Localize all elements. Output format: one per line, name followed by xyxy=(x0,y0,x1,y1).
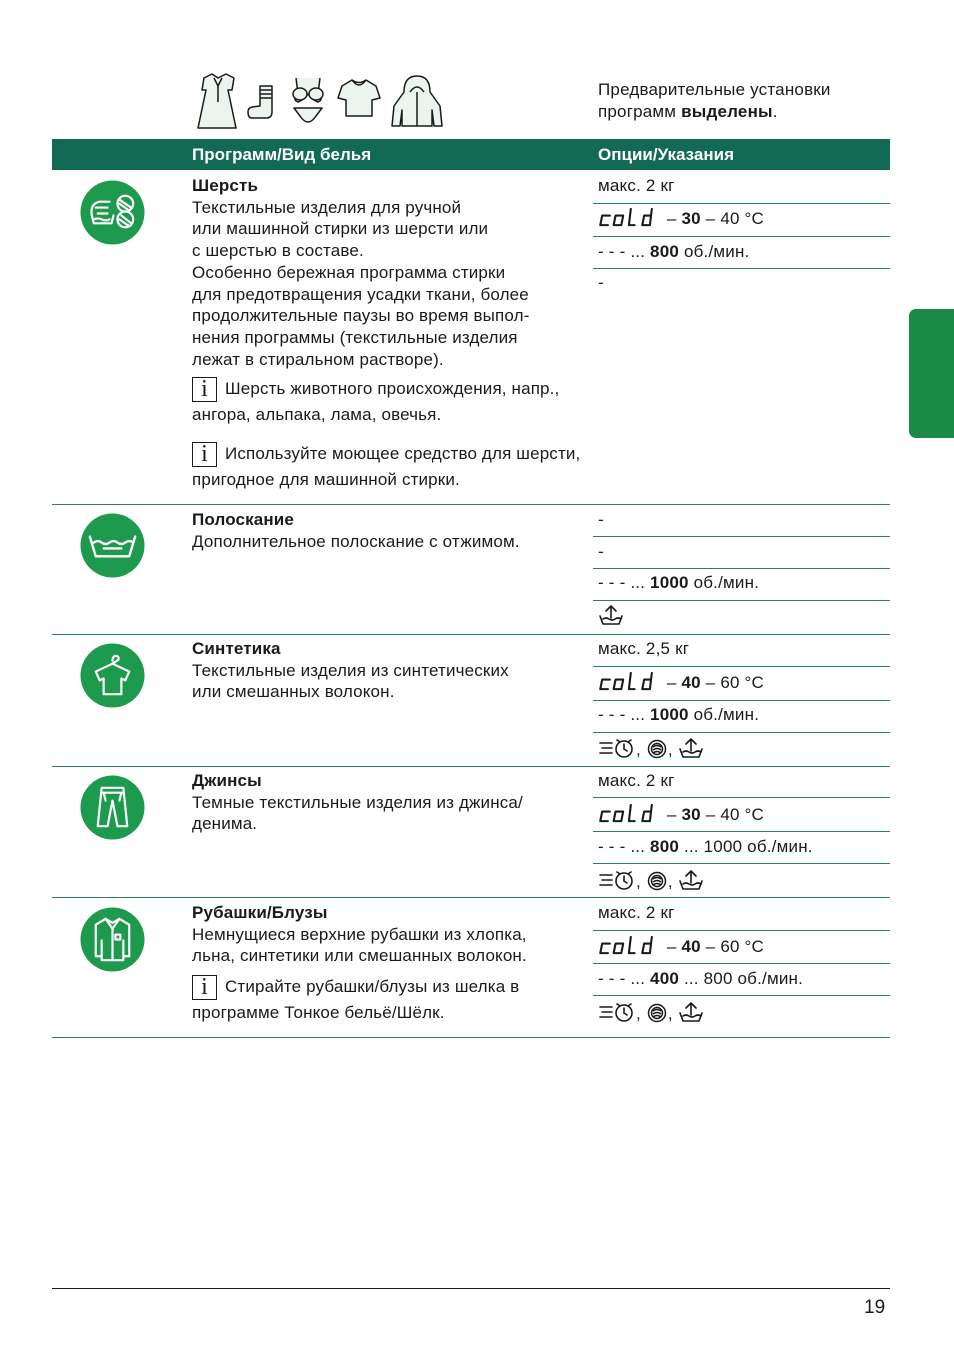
preset-note-line1: Предварительные установки xyxy=(598,80,831,99)
option-load-jeans: макс. 2 кг xyxy=(598,771,675,790)
cold-display-icon xyxy=(598,803,656,824)
option-spin-jeans xyxy=(598,836,813,858)
option-extra-rinse xyxy=(598,603,624,628)
temp-max: – 60 °C xyxy=(700,673,765,692)
option-temp-jeans xyxy=(598,803,764,826)
spin-prefix: - - - ... xyxy=(598,837,651,856)
option-temp-wool xyxy=(598,207,764,230)
option-load-shirts: макс. 2 кг xyxy=(598,903,675,922)
prewash-timer-icon xyxy=(598,736,636,760)
preset-note-suffix: . xyxy=(772,102,778,121)
wool-icon xyxy=(80,180,145,245)
option-spin-shirts xyxy=(598,968,803,990)
option-load-synthetics: макс. 2,5 кг xyxy=(598,639,690,658)
program-wool xyxy=(192,175,577,370)
spin-rest: об./мин. xyxy=(688,573,760,592)
option-spin-rinse xyxy=(598,572,759,594)
comma: , xyxy=(667,872,673,891)
clothing-pictograms xyxy=(192,72,447,132)
program-title-wool: Шерсть xyxy=(192,176,259,195)
page-number: 19 xyxy=(864,1297,886,1318)
spin-default: 800 xyxy=(650,242,680,261)
spin-rinse-icon xyxy=(598,603,624,627)
program-title-jeans: Джинсы xyxy=(192,771,262,790)
intensive-icon xyxy=(646,738,668,760)
option-extra-wool: - xyxy=(598,273,604,292)
jeans-icon xyxy=(80,775,145,840)
comma: , xyxy=(636,1004,641,1023)
spin-rinse-icon xyxy=(678,736,704,760)
option-load-wool: макс. 2 кг xyxy=(598,176,675,195)
jacket-icon xyxy=(392,76,442,126)
info-note-wool-1 xyxy=(192,376,587,428)
spin-rest: ... 800 об./мин. xyxy=(679,969,804,988)
spin-rinse-icon xyxy=(678,868,704,892)
prewash-timer-icon xyxy=(598,868,636,892)
spin-prefix: - - - ... xyxy=(598,573,651,592)
program-title-rinse: Полоскание xyxy=(192,510,295,529)
cold-display-icon xyxy=(598,671,656,692)
temp-default: 40 xyxy=(681,937,701,956)
temp-sep: – xyxy=(662,805,682,824)
spin-rest: ... 1000 об./мин. xyxy=(679,837,813,856)
section-tab xyxy=(909,309,954,438)
info-text: Шерсть животного происхождения, напр., ангора, альпака, лама, овечья. xyxy=(192,379,560,424)
program-title-shirts: Рубашки/Блузы xyxy=(192,903,328,922)
temp-sep: – xyxy=(662,937,682,956)
rinse-icon xyxy=(80,513,145,578)
header-options: Опции/Указания xyxy=(598,145,734,164)
synthetics-icon xyxy=(80,643,145,708)
info-icon: i xyxy=(192,377,217,402)
temp-max: – 60 °C xyxy=(700,937,765,956)
info-note-shirts xyxy=(192,974,587,1026)
option-load-rinse: - xyxy=(598,510,604,529)
option-extra-synthetics xyxy=(598,736,704,761)
spin-rinse-icon xyxy=(678,1000,704,1024)
intensive-icon xyxy=(646,870,668,892)
intensive-icon xyxy=(646,1002,668,1024)
temp-default: 40 xyxy=(681,673,701,692)
spin-prefix: - - - ... xyxy=(598,242,651,261)
comma: , xyxy=(636,872,641,891)
info-text: Используйте моющее средство для шерсти, пригодное для машинной стирки. xyxy=(192,444,581,489)
underwear-icon xyxy=(293,78,323,122)
program-desc-wool: Текстильные изделия для ручной или машинной стирки из шерсти или с шерстью в составе. Особенно бережная программа стирки для предотвращения усадки ткани, более продолжительные паузы во время выпол- нения программы (текстильные изделия лежат в стиральном растворе). xyxy=(192,197,530,369)
option-temp-shirts xyxy=(598,935,764,958)
option-extra-jeans xyxy=(598,868,704,893)
temp-default: 30 xyxy=(681,805,701,824)
spin-default: 800 xyxy=(650,837,680,856)
program-shirts xyxy=(192,902,577,967)
cold-display-icon xyxy=(598,207,656,228)
comma: , xyxy=(667,1004,673,1023)
spin-default: 1000 xyxy=(650,705,689,724)
footer-rule xyxy=(52,1288,890,1289)
header-program: Программ/Вид белья xyxy=(192,145,372,164)
preset-note-line2 xyxy=(598,101,831,123)
info-icon: i xyxy=(192,442,217,467)
table-header xyxy=(52,139,890,170)
program-jeans xyxy=(192,770,577,835)
temp-max: – 40 °C xyxy=(700,805,765,824)
shirts-icon xyxy=(80,907,145,972)
info-icon: i xyxy=(192,975,217,1000)
program-synthetics xyxy=(192,638,577,703)
preset-note xyxy=(598,79,831,123)
program-rinse xyxy=(192,509,577,552)
temp-sep: – xyxy=(662,209,682,228)
tshirt-icon xyxy=(338,80,380,116)
program-desc-synthetics: Текстильные изделия из синтетических или смешанных волокон. xyxy=(192,660,509,702)
spin-prefix: - - - ... xyxy=(598,705,651,724)
temp-sep: – xyxy=(662,673,682,692)
temp-default: 30 xyxy=(681,209,701,228)
preset-note-prefix: программ xyxy=(598,102,682,121)
program-title-synthetics: Синтетика xyxy=(192,639,281,658)
sock-icon xyxy=(248,86,272,118)
temp-max: – 40 °C xyxy=(700,209,765,228)
comma: , xyxy=(667,740,673,759)
program-desc-rinse: Дополнительное полоскание с отжимом. xyxy=(192,531,520,551)
comma: , xyxy=(636,740,641,759)
cold-display-icon xyxy=(598,935,656,956)
dress-icon xyxy=(198,74,236,128)
option-temp-rinse: - xyxy=(598,542,604,561)
info-text: Стирайте рубашки/блузы из шелка в программе Тонкое бельё/Шёлк. xyxy=(192,977,520,1022)
spin-default: 1000 xyxy=(650,573,689,592)
spin-default: 400 xyxy=(650,969,680,988)
preset-note-bold: выделены xyxy=(681,102,773,121)
spin-rest: об./мин. xyxy=(688,705,760,724)
spin-rest: об./мин. xyxy=(679,242,750,261)
info-note-wool-2 xyxy=(192,441,587,493)
option-temp-synthetics xyxy=(598,671,764,694)
option-spin-wool xyxy=(598,241,749,263)
spin-prefix: - - - ... xyxy=(598,969,651,988)
option-extra-shirts xyxy=(598,1000,704,1025)
program-desc-jeans: Темные текстильные изделия из джинса/ денима. xyxy=(192,792,523,834)
program-desc-shirts: Немнущиеся верхние рубашки из хлопка, льна, синтетики или смешанных волокон. xyxy=(192,924,527,966)
option-spin-synthetics xyxy=(598,704,759,726)
prewash-timer-icon xyxy=(598,1000,636,1024)
